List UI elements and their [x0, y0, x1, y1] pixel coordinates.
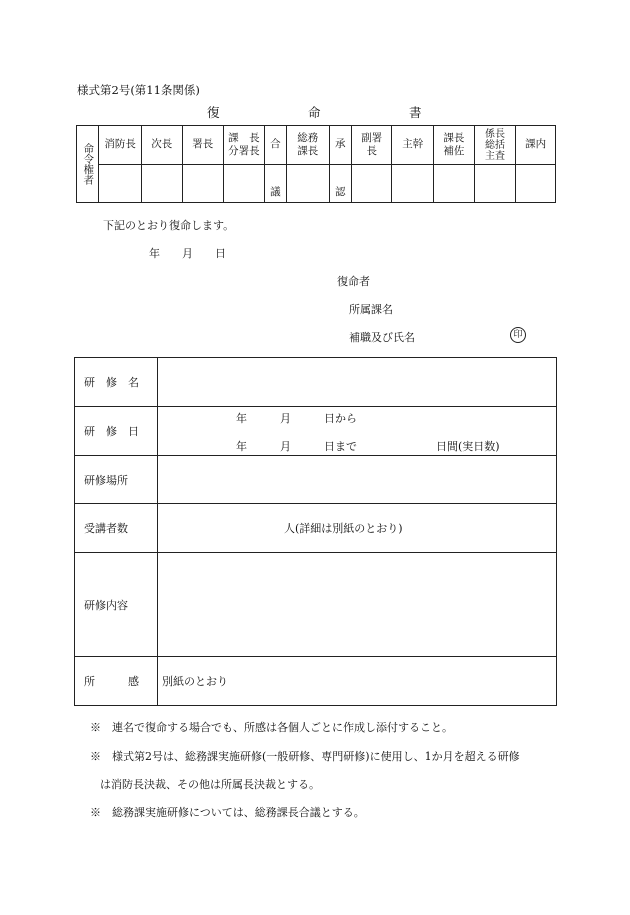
approver-side-label: 命令権者 — [77, 126, 99, 203]
training-name-label: 研 修 名 — [75, 358, 158, 407]
training-content-label: 研修内容 — [75, 553, 158, 657]
training-content-value — [158, 553, 557, 657]
stamp-cell — [434, 165, 475, 203]
note-2-continued: は消防長決裁、その他は所属長決裁とする。 — [100, 778, 320, 791]
form-number: 様式第2号(第11条関係) — [77, 83, 200, 97]
training-date-label: 研 修 日 — [75, 407, 158, 456]
training-location-value — [158, 456, 557, 504]
stamp-cell — [392, 165, 434, 203]
impressions-value: 別紙のとおり — [158, 657, 557, 706]
approval-header-cell: 課 長 分署長 — [224, 126, 265, 165]
reporter-label: 復命者 — [337, 275, 370, 288]
stamp-cell — [516, 165, 556, 203]
stamp-cell — [224, 165, 265, 203]
shounin-label-top: 承 — [329, 126, 351, 165]
approval-header-cell: 主幹 — [392, 126, 434, 165]
position-name-label: 補職及び氏名 — [349, 331, 415, 344]
stamp-cell — [99, 165, 142, 203]
department-label: 所属課名 — [349, 303, 393, 316]
approval-header-cell: 係長 総括 主査 — [474, 126, 516, 165]
shounin-label-bottom: 認 — [329, 165, 351, 203]
title-char-3: 書 — [409, 105, 422, 120]
participant-count-label: 受講者数 — [75, 504, 158, 553]
approval-header-cell: 課内 — [516, 126, 556, 165]
approval-header-cell: 副署 長 — [351, 126, 392, 165]
title-char-2: 命 — [308, 105, 321, 120]
approval-header-cell: 消防長 — [99, 126, 142, 165]
seal-mark: 印 — [510, 327, 526, 343]
participant-count-value: 人(詳細は別紙のとおり) — [158, 504, 557, 553]
date-to: 年 月 日まで — [236, 440, 357, 453]
date-from: 年 月 日から — [236, 412, 357, 425]
stamp-cell — [286, 165, 329, 203]
training-location-label: 研修場所 — [75, 456, 158, 504]
impressions-label: 所 感 — [75, 657, 158, 706]
stamp-cell — [351, 165, 392, 203]
approval-header-cell: 次長 — [141, 126, 182, 165]
approval-table — [76, 125, 556, 203]
gougi-label-top: 合 — [264, 126, 286, 165]
stamp-cell — [474, 165, 516, 203]
date-days: 日間(実日数) — [436, 440, 500, 453]
report-statement: 下記のとおり復命します。 — [103, 219, 235, 232]
stamp-cell — [182, 165, 224, 203]
training-report-table — [74, 357, 557, 706]
approval-header-cell: 総務 課長 — [286, 126, 329, 165]
note-1: ※ 連名で復命する場合でも、所感は各個人ごとに作成し添付すること。 — [90, 721, 453, 734]
gougi-label-bottom: 議 — [264, 165, 286, 203]
training-date-value — [158, 407, 557, 456]
training-name-value — [158, 358, 557, 407]
title-char-1: 復 — [207, 105, 220, 120]
approval-header-cell: 署長 — [182, 126, 224, 165]
date-line: 年 月 日 — [149, 247, 226, 260]
note-2: ※ 様式第2号は、総務課実施研修(一般研修、専門研修)に使用し、1か月を超える研修 — [90, 750, 520, 763]
approval-header-cell: 課長 補佐 — [434, 126, 475, 165]
stamp-cell — [141, 165, 182, 203]
note-3: ※ 総務課実施研修については、総務課長合議とする。 — [90, 806, 365, 819]
